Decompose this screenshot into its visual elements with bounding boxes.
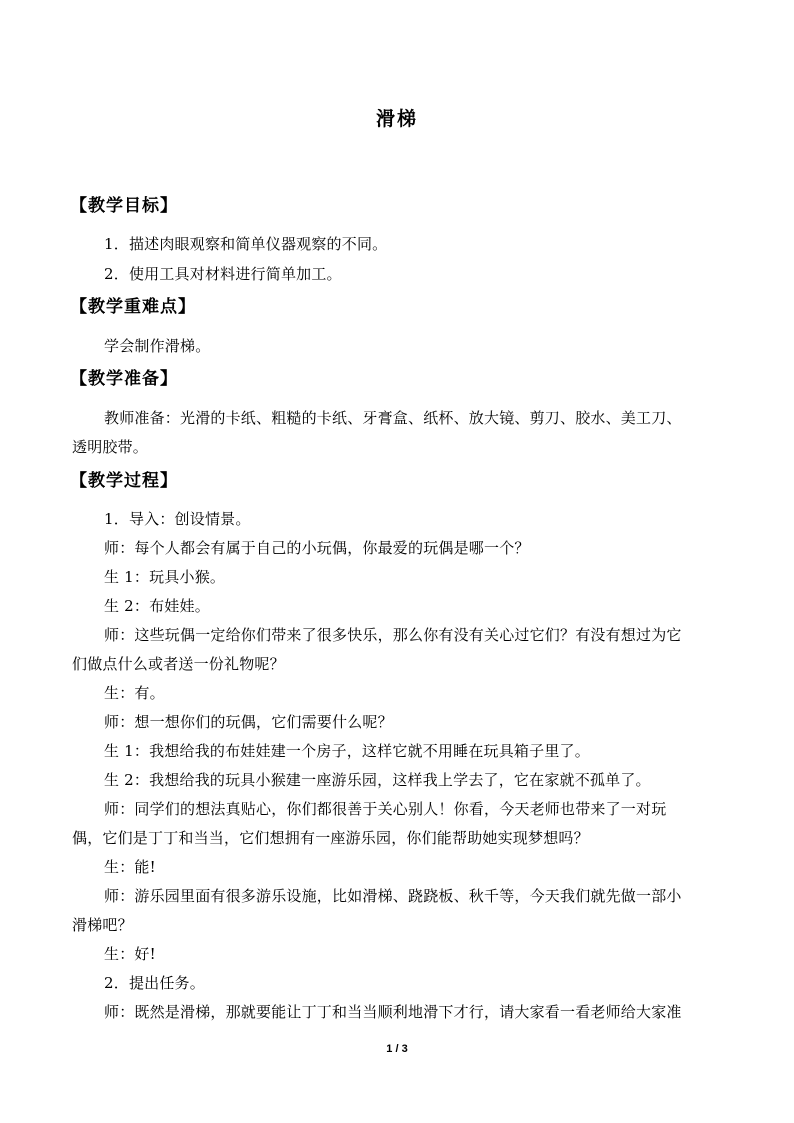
goal-item: 1．描述肉眼观察和简单仪器观察的不同。 [104,235,388,253]
process-line: 生：能! [104,858,156,876]
process-line: 生 2：我想给我的玩具小猴建一座游乐园，这样我上学去了，它在家就不孤单了。 [104,771,651,789]
process-line: 偶，它们是丁丁和当当，它们想拥有一座游乐园，你们能帮助她实现梦想吗？ [72,829,589,847]
page-number: 1 / 3 [386,1043,408,1055]
process-line: 1．导入：创设情景。 [104,510,251,528]
process-line: 师：每个人都会有属于自己的小玩偶，你最爱的玩偶是哪一个？ [104,539,530,557]
preparation-line: 教师准备：光滑的卡纸、粗糙的卡纸、牙膏盒、纸杯、放大镜、剪刀、胶水、美工刀、 [104,409,682,427]
process-line: 师：游乐园里面有很多游乐设施，比如滑梯、跷跷板、秋千等，今天我们就先做一部小 [104,887,682,905]
section-heading-process: 【教学过程】 [70,471,178,491]
process-line: 师：既然是滑梯，那就要能让丁丁和当当顺利地滑下才行，请大家看一看老师给大家准 [104,1003,682,1021]
process-line: 师：这些玩偶一定给你们带来了很多快乐，那么你有没有关心过它们？有没有想过为它 [104,626,682,644]
process-line: 滑梯吧？ [72,916,133,934]
process-line: 2．提出任务。 [104,974,205,992]
process-line: 生：有。 [104,684,165,702]
process-line: 生 2：布娃娃。 [104,597,210,615]
process-line: 们做点什么或者送一份礼物呢？ [72,655,285,673]
preparation-line: 透明胶带。 [72,438,149,456]
key-points-text: 学会制作滑梯。 [104,337,211,355]
process-line: 师：同学们的想法真贴心，你们都很善于关心别人！你看，今天老师也带来了一对玩 [104,800,667,818]
section-heading-preparation: 【教学准备】 [70,369,178,389]
process-line: 生：好! [104,945,156,963]
section-heading-goals: 【教学目标】 [70,196,178,216]
goal-item: 2．使用工具对材料进行简单加工。 [104,265,342,283]
process-line: 生 1：玩具小猴。 [104,568,226,586]
process-line: 师：想一想你们的玩偶，它们需要什么呢？ [104,713,393,731]
document-title: 滑梯 [375,108,418,130]
process-line: 生 1：我想给我的布娃娃建一个房子，这样它就不用睡在玩具箱子里了。 [104,742,590,760]
section-heading-key-points: 【教学重难点】 [70,297,196,317]
